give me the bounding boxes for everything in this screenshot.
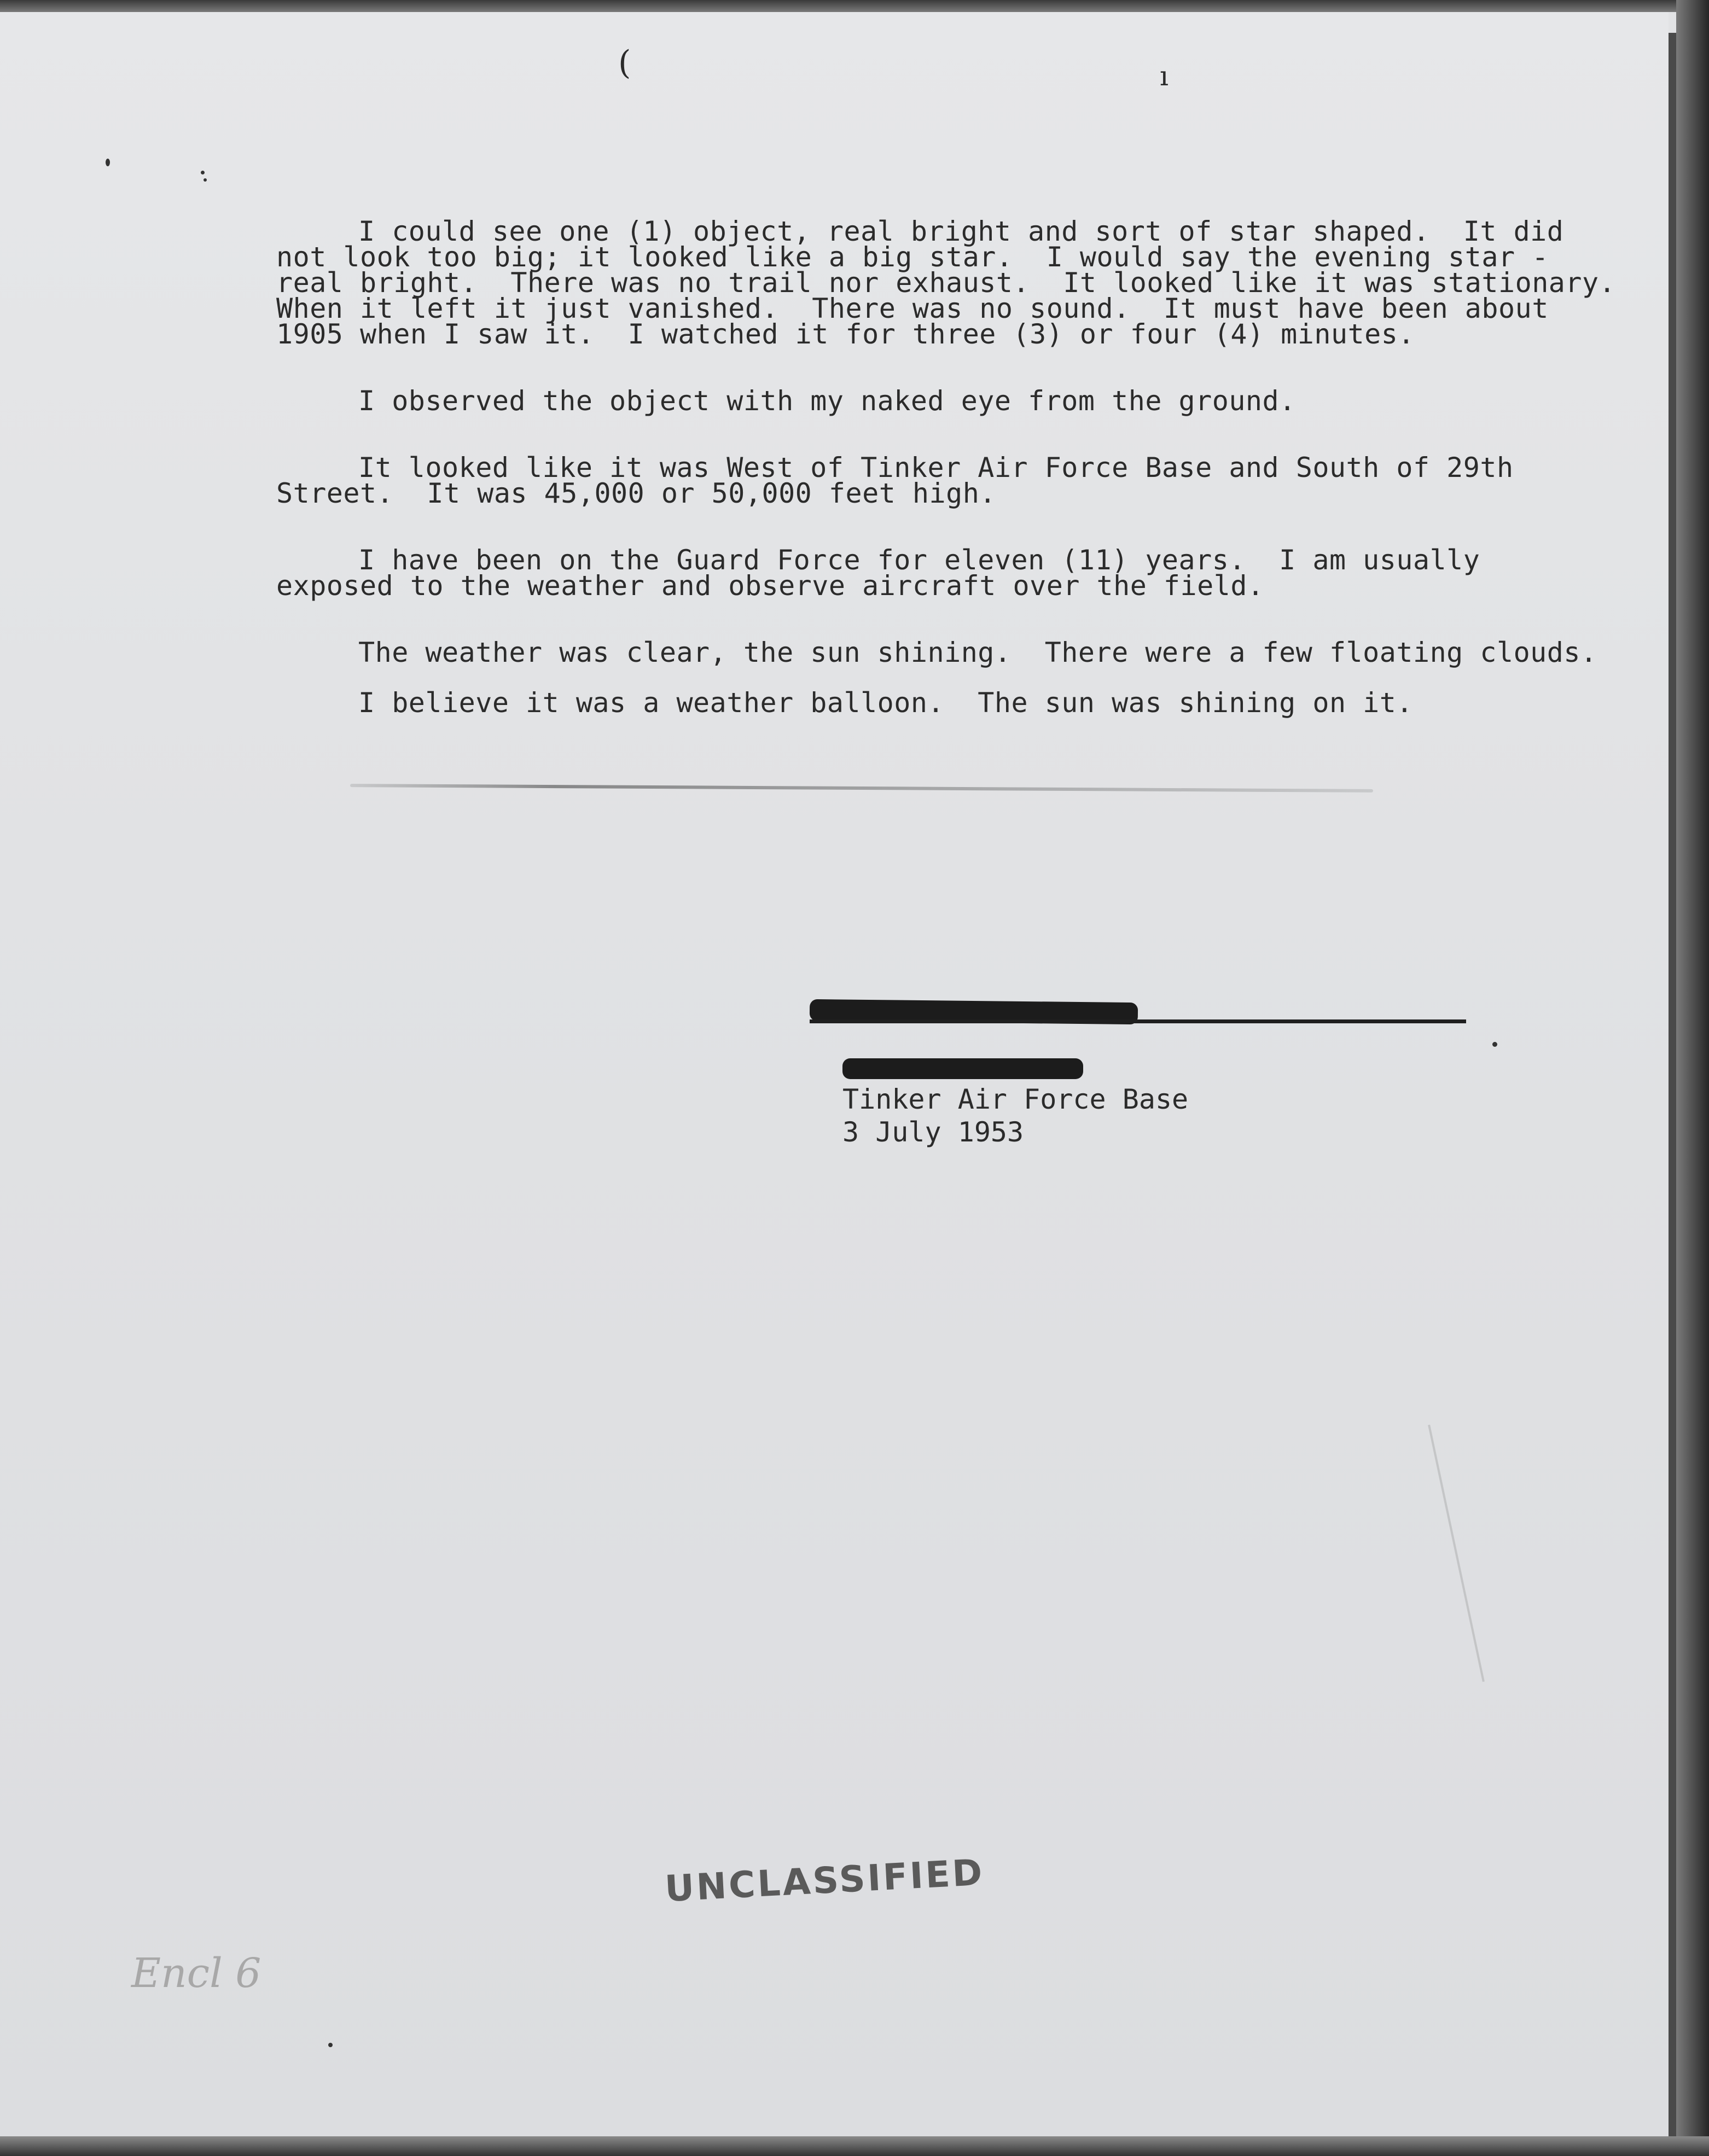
paragraph-1 [276, 215, 1616, 350]
stray-dot [204, 178, 207, 182]
scan-border-right [1676, 0, 1709, 2156]
stray-dot [328, 2043, 333, 2047]
text-line: I could see one (1) object, real bright and sort of star shaped. It did [358, 215, 1564, 247]
paragraph-4 [276, 544, 1589, 602]
text-line: The weather was clear, the sun shining. There were a few floating clouds. [358, 637, 1597, 668]
text-line: When it left it just vanished. There was no sound. It must have been about [276, 293, 1549, 324]
scan-border-right-inner [1669, 33, 1676, 2144]
text-line: I observed the object with my naked eye from the ground. [358, 385, 1296, 417]
text-line: I have been on the Guard Force for eleven (11) years. I am usually [358, 544, 1480, 576]
handwritten-enclosure-note: Encl 6 [131, 1950, 261, 1997]
classification-stamp: UNCLASSIFIED [664, 1851, 986, 1910]
stray-mark: ı [1160, 60, 1169, 92]
stray-dot [201, 171, 205, 174]
paragraph-6 [276, 687, 1589, 719]
signature-line [810, 1019, 1466, 1023]
stray-mark: ( [618, 44, 631, 82]
scan-border-top [0, 0, 1709, 12]
signature-location: Tinker Air Force Base [842, 1083, 1189, 1115]
statement-body [276, 215, 1616, 757]
text-line: real bright. There was no trail nor exhaust. It looked like it was stationary. [276, 267, 1616, 299]
signature-details [842, 1083, 1188, 1149]
text-line: not look too big; it looked like a big star. I would say the evening star - [276, 241, 1549, 273]
signature-date: 3 July 1953 [842, 1116, 1024, 1148]
scan-border-bottom [0, 2136, 1709, 2156]
paragraph-2 [276, 385, 1589, 417]
stray-dot [1492, 1042, 1497, 1047]
stray-dot [106, 159, 110, 166]
redacted-title [842, 1058, 1083, 1079]
text-line: Street. It was 45,000 or 50,000 feet high. [276, 477, 996, 509]
text-line: exposed to the weather and observe aircraft over the field. [276, 570, 1264, 602]
text-line: It looked like it was West of Tinker Air Force Base and South of 29th [358, 452, 1514, 483]
paragraph-5 [276, 637, 1597, 668]
text-line: 1905 when I saw it. I watched it for three (3) or four (4) minutes. [276, 318, 1415, 350]
paragraph-3 [276, 452, 1589, 509]
text-line: I believe it was a weather balloon. The sun was shining on it. [358, 687, 1413, 719]
